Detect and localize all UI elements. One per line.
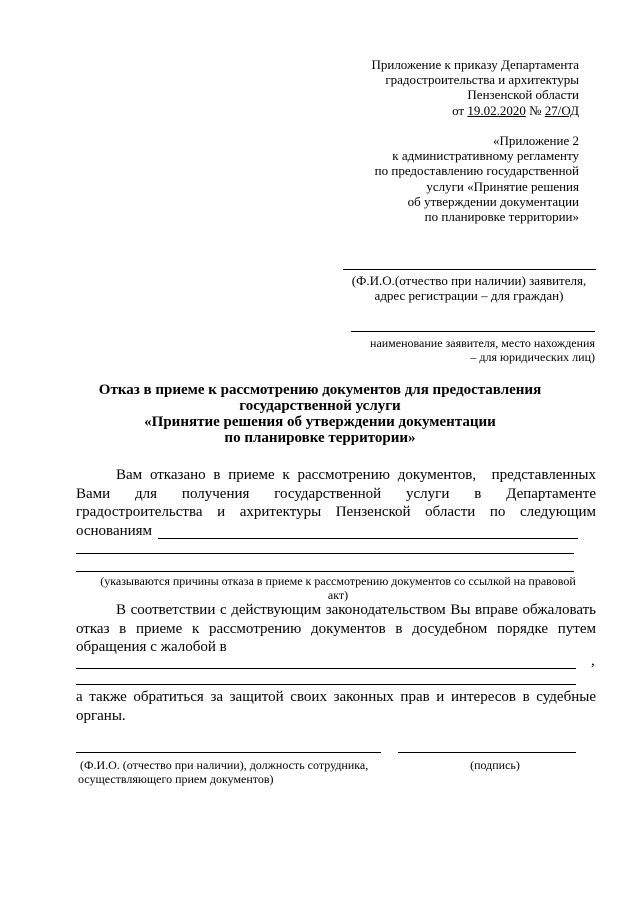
appendix-line-6: по планировке территории»: [424, 209, 579, 225]
order-attachment-header: [249, 57, 579, 118]
appendix-line-1: «Приложение 2: [492, 133, 579, 148]
official-signature-line: [76, 752, 381, 753]
applicant-person-line: [343, 269, 596, 270]
appeal-line-1: [76, 668, 576, 669]
paragraph1-line-1: Вам отказано в приеме к рассмотрению документов, представленных: [116, 467, 596, 483]
paragraph1-line-3: градостроительства и ахритектуры Пензенской области по следующим: [76, 504, 596, 521]
paragraph1-line-2: Вами для получения государственной услуги в Департаменте: [76, 485, 596, 502]
applicant-org-line: [351, 331, 595, 332]
title-line-4: по планировке территории»: [224, 430, 416, 446]
document-title: [60, 382, 580, 446]
paragraph3-line-1: а также обратиться за защитой своих законных прав и интересов в судебные: [76, 689, 596, 705]
appendix-line-3: по предоставлению государственной: [374, 163, 579, 179]
header-line-2: градостроительства и архитектуры: [385, 72, 579, 88]
paragraph2-line-2: отказ в приеме к рассмотрению документов в досудебном порядке путем: [76, 620, 596, 637]
reasons-note: [76, 574, 600, 602]
paragraph2-line-3: обращения с жалобой в: [76, 639, 227, 656]
header-line-3: Пензенской области: [467, 87, 579, 103]
reasons-note-line-2: акт): [327, 588, 349, 602]
official-caption-line-1: (Ф.И.О. (отчество при наличии), должность сотрудника,: [80, 758, 369, 772]
paragraph1-line-4: основаниям: [76, 523, 153, 540]
applicant-person-caption: [338, 273, 600, 303]
reasons-line-2: [76, 553, 574, 554]
reasons-note-line-1: (указываются причины отказа в приеме к рассмотрению документов со ссылкой на правовой: [100, 574, 576, 588]
signature-line: [398, 752, 576, 753]
court-paragraph: [76, 688, 596, 725]
header-line-1: Приложение к приказу Департамента: [371, 57, 579, 72]
appeal-paragraph: [76, 601, 596, 657]
official-caption-line-2: осуществляющего прием документов): [78, 772, 274, 786]
appeal-line-comma: ,: [591, 653, 595, 669]
appeal-line-2: [76, 684, 576, 685]
order-number-sign: №: [525, 102, 545, 118]
title-line-2: государственной услуги: [239, 398, 401, 414]
order-number: 27/ОД: [544, 102, 579, 118]
order-reference: [249, 103, 579, 118]
applicant-org-caption-line-2: – для юридических лиц): [470, 350, 595, 364]
applicant-person-caption-line-2: адрес регистрации – для граждан): [374, 288, 564, 304]
appendix-line-5: об утверждении документации: [407, 193, 579, 209]
applicant-org-caption-line-1: наименование заявителя, место нахождения: [370, 336, 595, 350]
title-line-1: Отказ в приеме к рассмотрению документов для предоставления: [98, 382, 542, 398]
appendix-line-4: услуги «Принятие решения: [426, 178, 579, 194]
appendix-block: [249, 133, 579, 224]
paragraph3-line-2: органы.: [76, 707, 126, 724]
title-line-3: «Принятие решения об утверждении документации: [144, 414, 496, 430]
reasons-line-1: [158, 538, 578, 539]
refusal-paragraph: [76, 466, 596, 541]
applicant-org-caption: [325, 336, 595, 364]
official-caption: [78, 758, 408, 786]
reasons-line-3: [76, 571, 574, 572]
paragraph2-line-1: В соответствии с действующим законодательством Вы вправе обжаловать: [116, 602, 596, 618]
appendix-line-2: к административному регламенту: [392, 148, 579, 164]
signature-caption: (подпись): [470, 758, 520, 772]
order-date: 19.02.2020: [467, 102, 526, 118]
applicant-person-caption-line-1: (Ф.И.О.(отчество при наличии) заявителя,: [351, 273, 587, 288]
order-prefix: от: [452, 102, 468, 118]
